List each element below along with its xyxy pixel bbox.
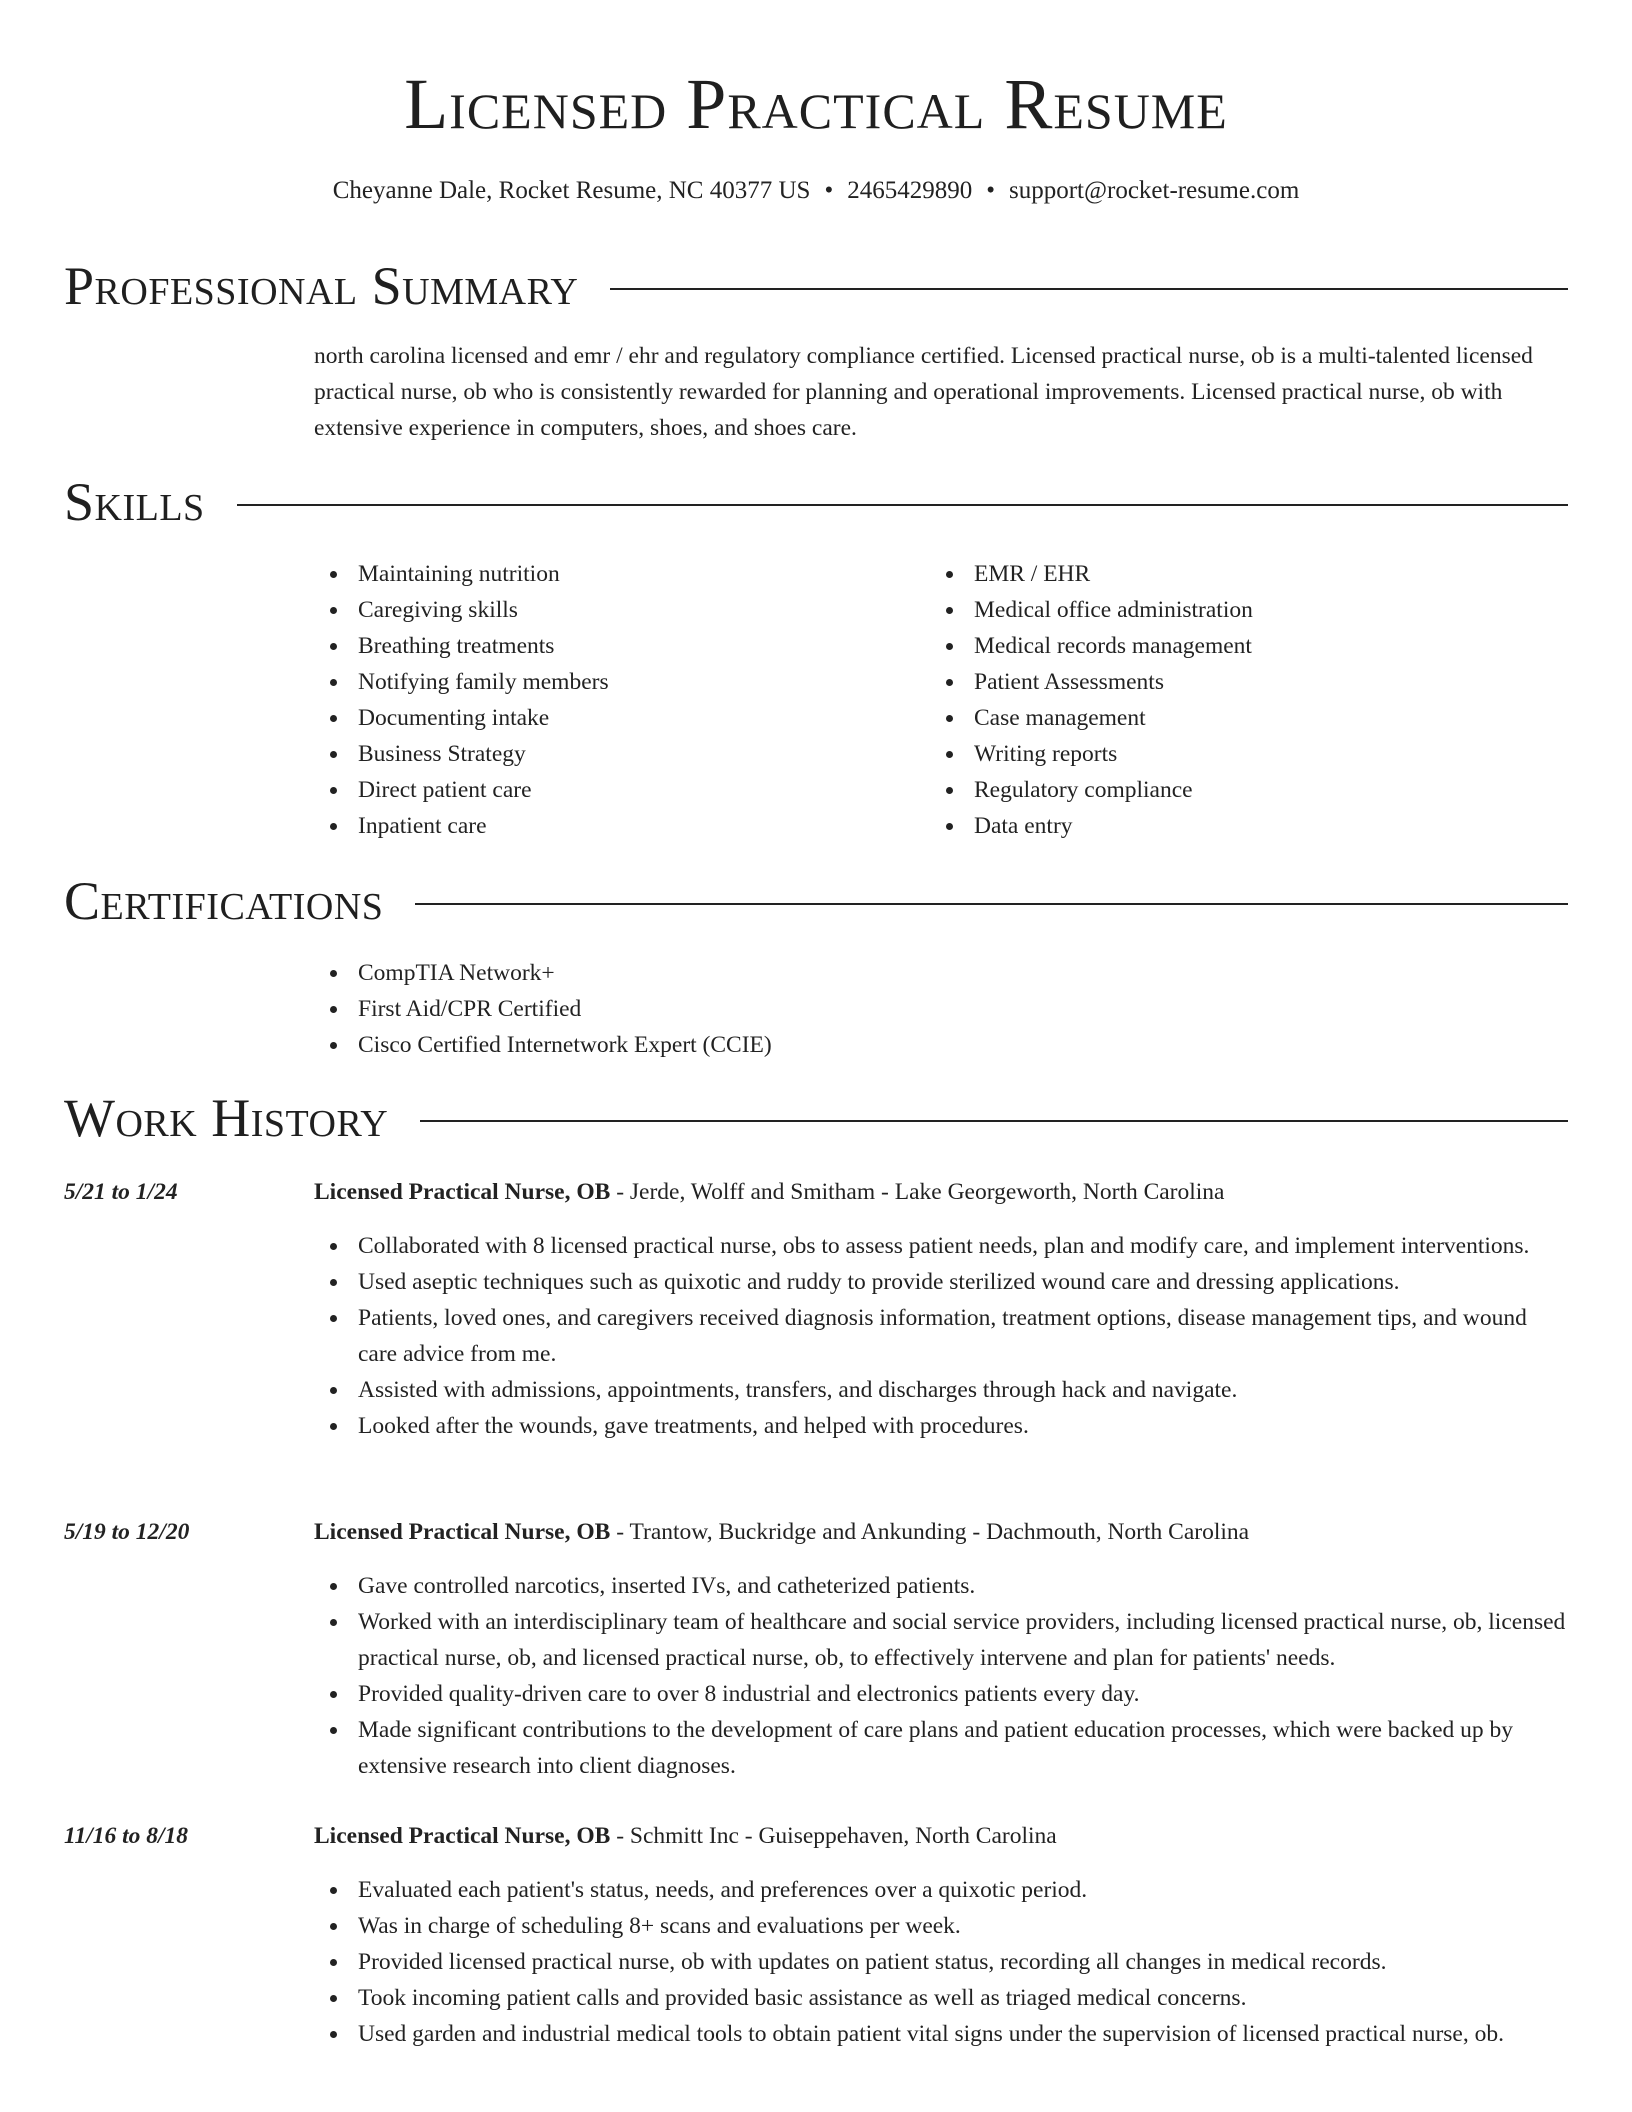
section-divider — [610, 288, 1568, 290]
work-heading: Work History — [64, 1088, 389, 1148]
job-duty-item: Used garden and industrial medical tools to obtain patient vital signs under the supervision of licensed practical nurse, ob. — [314, 2016, 1568, 2052]
certifications-section-header — [64, 871, 1568, 931]
job-duty-item: Looked after the wounds, gave treatments, and helped with procedures. — [314, 1408, 1568, 1444]
contact-separator: • — [824, 177, 834, 204]
summary-section-header — [64, 256, 1568, 316]
job-employer: - Trantow, Buckridge and Ankunding - Dachmouth, North Carolina — [610, 1519, 1250, 1545]
job-duties-list — [314, 1228, 1568, 1444]
job-heading — [314, 1174, 1568, 1210]
contact-separator: • — [986, 177, 995, 204]
certification-item: Cisco Certified Internetwork Expert (CCIE) — [314, 1027, 1314, 1063]
job-duty-item: Worked with an interdisciplinary team of healthcare and social service providers, including licensed practical nurse, ob, licensed practical nurse, ob, and licensed practical nurse, ob, to effectively intervene and plan for patients' needs. — [314, 1604, 1568, 1676]
skill-item: Case management — [930, 700, 1550, 736]
job-duty-item: Collaborated with 8 licensed practical nurse, obs to assess patient needs, plan and modify care, and implement interventions. — [314, 1228, 1568, 1264]
job-duties-list — [314, 1568, 1568, 1784]
skill-item: Patient Assessments — [930, 664, 1550, 700]
job-duty-item: Used aseptic techniques such as quixotic and ruddy to provide sterilized wound care and dressing applications. — [314, 1264, 1568, 1300]
section-divider — [420, 1120, 1568, 1122]
skill-item: Maintaining nutrition — [314, 556, 874, 592]
certification-item: First Aid/CPR Certified — [314, 991, 1314, 1027]
skills-section-header — [64, 472, 1568, 532]
contact-address: Cheyanne Dale, Rocket Resume, NC 40377 US — [332, 177, 811, 204]
job-duties-list — [314, 1872, 1568, 2052]
section-divider — [237, 504, 1568, 506]
page-title: Licensed Practical Resume — [404, 64, 1228, 144]
job-duty-item: Provided licensed practical nurse, ob with updates on patient status, recording all changes in medical records. — [314, 1944, 1568, 1980]
job-duty-item: Assisted with admissions, appointments, transfers, and discharges through hack and navigate. — [314, 1372, 1568, 1408]
job-title: Licensed Practical Nurse, OB — [314, 1519, 611, 1545]
skill-item: Writing reports — [930, 736, 1550, 772]
job-duty-item: Patients, loved ones, and caregivers received diagnosis information, treatment options, disease management tips, and wound care advice from me. — [314, 1300, 1568, 1372]
certification-item: CompTIA Network+ — [314, 955, 1314, 991]
job-heading — [314, 1514, 1568, 1550]
job-duty-item: Took incoming patient calls and provided basic assistance as well as triaged medical concerns. — [314, 1980, 1568, 2016]
skill-item: Medical office administration — [930, 592, 1550, 628]
job-title: Licensed Practical Nurse, OB — [314, 1179, 611, 1205]
job-duty-item: Provided quality-driven care to over 8 industrial and electronics patients every day. — [314, 1676, 1568, 1712]
skills-list-left — [314, 556, 874, 844]
skill-item: Business Strategy — [314, 736, 874, 772]
section-divider — [415, 903, 1568, 905]
skills-list-right — [930, 556, 1550, 844]
summary-heading: Professional Summary — [64, 256, 579, 316]
job-employer: - Schmitt Inc - Guiseppehaven, North Carolina — [610, 1823, 1057, 1849]
job-heading — [314, 1818, 1568, 1854]
skill-item: Inpatient care — [314, 808, 874, 844]
skill-item: EMR / EHR — [930, 556, 1550, 592]
contact-phone: 2465429890 — [847, 177, 973, 204]
job-duty-item: Gave controlled narcotics, inserted IVs, and catheterized patients. — [314, 1568, 1568, 1604]
skill-item: Data entry — [930, 808, 1550, 844]
skill-item: Documenting intake — [314, 700, 874, 736]
skill-item: Breathing treatments — [314, 628, 874, 664]
summary-text: north carolina licensed and emr / ehr and regulatory compliance certified. Licensed practical nurse, ob is a multi-talented licensed practical nurse, ob who is consistently rewarded for planning and operational improvements. Licensed practical nurse, ob with extensive experience in computers, shoes, and shoes care. — [314, 343, 1533, 441]
certifications-heading: Certifications — [64, 871, 384, 931]
skill-item: Notifying family members — [314, 664, 874, 700]
job-duty-item: Was in charge of scheduling 8+ scans and evaluations per week. — [314, 1908, 1568, 1944]
job-dates: 5/19 to 12/20 — [64, 1519, 190, 1545]
job-dates: 5/21 to 1/24 — [64, 1179, 178, 1205]
certifications-list — [314, 955, 1314, 1063]
job-duty-item: Made significant contributions to the development of care plans and patient education processes, which were backed up by extensive research into client diagnoses. — [314, 1712, 1568, 1784]
job-title: Licensed Practical Nurse, OB — [314, 1823, 611, 1849]
job-employer: - Jerde, Wolff and Smitham - Lake Georgeworth, North Carolina — [610, 1179, 1225, 1205]
skill-item: Direct patient care — [314, 772, 874, 808]
job-duty-item: Evaluated each patient's status, needs, and preferences over a quixotic period. — [314, 1872, 1568, 1908]
contact-email: support@rocket-resume.com — [1008, 177, 1300, 204]
job-dates: 11/16 to 8/18 — [64, 1823, 189, 1849]
skill-item: Medical records management — [930, 628, 1550, 664]
skill-item: Regulatory compliance — [930, 772, 1550, 808]
skill-item: Caregiving skills — [314, 592, 874, 628]
skills-heading: Skills — [64, 472, 205, 532]
contact-line — [0, 174, 1632, 208]
work-section-header — [64, 1088, 1568, 1148]
